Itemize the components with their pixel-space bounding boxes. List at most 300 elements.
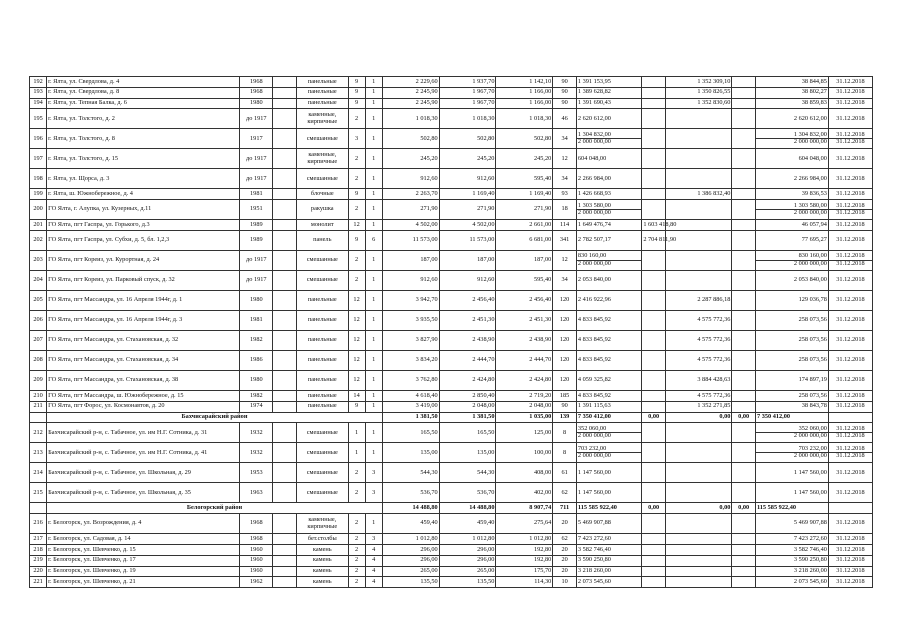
area-living: 1 967,70: [439, 87, 496, 98]
deadline-date: 31.12.2018: [828, 77, 872, 88]
row-number: 197: [30, 149, 47, 169]
floors-count: 12: [348, 220, 365, 231]
repair-cost: [576, 423, 641, 443]
fund-regional: [665, 566, 731, 577]
area-living: 1 018,30: [439, 109, 496, 129]
entrances-count: 1: [365, 390, 382, 401]
repair-cost: 2 073 545,60: [576, 577, 641, 588]
repair-cost: 7 423 272,60: [576, 534, 641, 545]
residents-count: 90: [553, 401, 577, 412]
residents-count: 120: [553, 310, 577, 330]
fund-owners-line-1: 352 060,00: [798, 424, 827, 432]
area-residential: 1 142,10: [496, 77, 553, 88]
build-year: 1960: [240, 544, 273, 555]
fund-local: [732, 230, 756, 250]
entrances-count: 1: [365, 200, 382, 220]
residents-count: 12: [553, 250, 577, 270]
fund-local: [732, 129, 756, 149]
repair-cost: [576, 443, 641, 463]
fund-owners: [755, 250, 828, 270]
area-total: 2 263,70: [382, 189, 439, 200]
empty-cell: [273, 463, 297, 483]
wall-material: панельные: [297, 370, 348, 390]
area-living: 271,90: [439, 200, 496, 220]
empty-cell: [273, 270, 297, 290]
area-residential: 271,90: [496, 200, 553, 220]
fund-regional: 3 884 428,63: [665, 370, 731, 390]
fund-owners-line-2: 2 000 000,00: [756, 452, 828, 460]
area-residential: 595,40: [496, 270, 553, 290]
fund-local: [732, 87, 756, 98]
fund-federal: 0,00: [642, 503, 666, 514]
repair-cost: 3 582 746,40: [576, 544, 641, 555]
residents-count: 20: [553, 555, 577, 566]
fund-local: [732, 544, 756, 555]
fund-local: [732, 401, 756, 412]
table-row: [30, 401, 873, 412]
deadline-date: [828, 443, 872, 463]
fund-federal: [642, 463, 666, 483]
deadline-date: 31.12.2018: [828, 230, 872, 250]
repair-cost: [576, 200, 641, 220]
deadline-date: [828, 129, 872, 149]
residents-count: 341: [553, 230, 577, 250]
build-year: до 1917: [240, 109, 273, 129]
deadline-date: 31.12.2018: [828, 370, 872, 390]
fund-federal: [642, 350, 666, 370]
address: г. Белогорск, ул. Шевченко, д. 17: [47, 555, 240, 566]
area-total: 2 245,90: [382, 87, 439, 98]
area-total: 1 018,30: [382, 109, 439, 129]
row-number: 214: [30, 463, 47, 483]
area-living: 459,40: [439, 514, 496, 534]
build-year: до 1917: [240, 250, 273, 270]
area-total: 296,00: [382, 544, 439, 555]
wall-material: панель: [297, 230, 348, 250]
fund-federal: [642, 169, 666, 189]
floors-count: 1: [348, 443, 365, 463]
fund-owners: 2 266 984,00: [755, 169, 828, 189]
area-residential: 114,30: [496, 577, 553, 588]
area-total: 912,60: [382, 169, 439, 189]
area-total: 1 381,50: [382, 412, 439, 423]
fund-federal: [642, 98, 666, 109]
fund-local: [732, 169, 756, 189]
deadline-date: 31.12.2018: [828, 534, 872, 545]
area-total: 4 502,00: [382, 220, 439, 231]
wall-material: камень: [297, 566, 348, 577]
area-residential: 1 012,80: [496, 534, 553, 545]
build-year: 1981: [240, 310, 273, 330]
housing-registry-table: [29, 76, 873, 588]
row-number: 204: [30, 270, 47, 290]
residents-count: 46: [553, 109, 577, 129]
wall-material: каменные, кирпичные: [297, 109, 348, 129]
fund-local: [732, 270, 756, 290]
row-number: 217: [30, 534, 47, 545]
fund-owners: 77 695,27: [755, 230, 828, 250]
residents-count: 8: [553, 443, 577, 463]
empty-cell: [273, 566, 297, 577]
repair-cost: 115 585 922,40: [576, 503, 641, 514]
wall-material: панельные: [297, 390, 348, 401]
residents-count: 90: [553, 77, 577, 88]
wall-material: смешанные: [297, 443, 348, 463]
row-number: 193: [30, 87, 47, 98]
area-residential: 2 451,30: [496, 310, 553, 330]
table-row: [30, 220, 873, 231]
fund-regional: [665, 514, 731, 534]
entrances-count: 3: [365, 463, 382, 483]
fund-local: [732, 534, 756, 545]
fund-owners: 174 897,19: [755, 370, 828, 390]
fund-owners: 258 073,56: [755, 330, 828, 350]
fund-federal: [642, 250, 666, 270]
fund-federal: [642, 390, 666, 401]
repair-cost: 1 147 560,00: [576, 483, 641, 503]
entrances-count: 1: [365, 401, 382, 412]
fund-federal: [642, 77, 666, 88]
floors-count: 2: [348, 577, 365, 588]
deadline-date: [828, 503, 872, 514]
residents-count: 93: [553, 189, 577, 200]
wall-material: камень: [297, 555, 348, 566]
repair-cost-line-2: 2 000 000,00: [577, 432, 641, 440]
fund-federal: [642, 514, 666, 534]
build-year: 1968: [240, 87, 273, 98]
fund-owners: 3 590 250,80: [755, 555, 828, 566]
build-year: 1968: [240, 77, 273, 88]
fund-federal: [642, 290, 666, 310]
address: ГО Ялта, пгт Массандра, ш. Южнобережное, д. 15: [47, 390, 240, 401]
fund-owners: 38 843,78: [755, 401, 828, 412]
fund-owners-line-2: 2 000 000,00: [756, 260, 828, 268]
residents-count: 90: [553, 98, 577, 109]
build-year: 1989: [240, 230, 273, 250]
fund-local: [732, 220, 756, 231]
area-total: 912,60: [382, 270, 439, 290]
empty-cell: [273, 189, 297, 200]
table-row: [30, 514, 873, 534]
area-total: 165,50: [382, 423, 439, 443]
area-total: 135,50: [382, 577, 439, 588]
address: ГО Ялта, пгт Массандра, ул. 16 Апреля 1944г, д. 1: [47, 290, 240, 310]
address: г. Белогорск, ул. Садовая, д. 14: [47, 534, 240, 545]
fund-owners: 3 582 746,40: [755, 544, 828, 555]
entrances-count: 1: [365, 98, 382, 109]
wall-material: смешанные: [297, 270, 348, 290]
area-residential: 100,00: [496, 443, 553, 463]
wall-material: монолит: [297, 220, 348, 231]
fund-owners: [755, 200, 828, 220]
row-number: 205: [30, 290, 47, 310]
wall-material: смешанные: [297, 463, 348, 483]
fund-owners-line-1: 1 303 580,00: [793, 201, 827, 209]
table-row: [30, 290, 873, 310]
address: ГО Ялта, пгт Массандра, ул. Стахановская, д. 34: [47, 350, 240, 370]
residents-count: 8: [553, 423, 577, 443]
fund-regional: 1 350 826,55: [665, 87, 731, 98]
area-total: 3 827,90: [382, 330, 439, 350]
fund-local: [732, 483, 756, 503]
wall-material: панельные: [297, 87, 348, 98]
row-number: 215: [30, 483, 47, 503]
floors-count: 9: [348, 401, 365, 412]
area-living: 2 456,40: [439, 290, 496, 310]
fund-owners-line-1: 1 304 832,00: [793, 130, 827, 138]
fund-regional: [665, 577, 731, 588]
fund-federal: [642, 483, 666, 503]
repair-cost-line-2: 2 000 000,00: [577, 138, 641, 146]
empty-cell: [273, 109, 297, 129]
repair-cost-line-1: 1 304 832,00: [577, 130, 611, 138]
table-row: [30, 555, 873, 566]
entrances-count: 6: [365, 230, 382, 250]
floors-count: 12: [348, 310, 365, 330]
area-residential: 125,00: [496, 423, 553, 443]
entrances-count: 1: [365, 189, 382, 200]
floors-count: 2: [348, 109, 365, 129]
floors-count: 12: [348, 330, 365, 350]
residents-count: 62: [553, 483, 577, 503]
build-year: 1980: [240, 290, 273, 310]
address: г. Ялта, ул. Свердлова, д. 4: [47, 77, 240, 88]
repair-cost-line-1: 352 060,00: [577, 424, 607, 432]
entrances-count: 1: [365, 310, 382, 330]
table-row: [30, 390, 873, 401]
entrances-count: 4: [365, 544, 382, 555]
area-living: 1 381,50: [439, 412, 496, 423]
entrances-count: 1: [365, 220, 382, 231]
area-residential: 8 907,74: [496, 503, 553, 514]
fund-owners-line-2: 2 000 000,00: [756, 432, 828, 440]
area-total: 2 245,90: [382, 98, 439, 109]
residents-count: 185: [553, 390, 577, 401]
fund-federal: 1 603 418,80: [642, 220, 666, 231]
deadline-date-line-1: 31.12.2018: [836, 252, 865, 260]
residents-count: 61: [553, 463, 577, 483]
empty-cell: [273, 98, 297, 109]
empty-cell: [273, 290, 297, 310]
area-total: 3 419,00: [382, 401, 439, 412]
fund-federal: [642, 310, 666, 330]
residents-count: 34: [553, 270, 577, 290]
fund-owners: [755, 129, 828, 149]
address: Бахчисарайский р-н, с. Табачное, ул. им Н.Г. Сотника, д. 31: [47, 423, 240, 443]
deadline-date: 31.12.2018: [828, 270, 872, 290]
fund-federal: [642, 330, 666, 350]
deadline-date: 31.12.2018: [828, 483, 872, 503]
repair-cost: 5 469 907,88: [576, 514, 641, 534]
repair-cost: 1 391 153,95: [576, 77, 641, 88]
fund-owners: 129 036,78: [755, 290, 828, 310]
repair-cost: 4 833 845,92: [576, 310, 641, 330]
entrances-count: 1: [365, 423, 382, 443]
fund-federal: [642, 149, 666, 169]
build-year: 1951: [240, 200, 273, 220]
area-total: 2 229,60: [382, 77, 439, 88]
fund-regional: [665, 250, 731, 270]
deadline-date-line-1: 31.12.2018: [836, 424, 865, 432]
address: ГО Ялта, пгт Гаспра, ул. Субхи, д. 5, бл. 1,2,3: [47, 230, 240, 250]
fund-owners: 258 073,56: [755, 310, 828, 330]
area-total: 135,00: [382, 443, 439, 463]
fund-local: [732, 149, 756, 169]
area-residential: 1 166,00: [496, 87, 553, 98]
area-total: 14 488,80: [382, 503, 439, 514]
fund-owners-line-1: 830 160,00: [798, 252, 827, 260]
fund-local: [732, 390, 756, 401]
area-residential: 2 424,80: [496, 370, 553, 390]
floors-count: 9: [348, 98, 365, 109]
address: ГО Ялта, пгт Массандра, ул. Стахановская, д. 38: [47, 370, 240, 390]
area-living: 245,20: [439, 149, 496, 169]
repair-cost: 3 590 250,80: [576, 555, 641, 566]
floors-count: 2: [348, 514, 365, 534]
area-living: 2 424,80: [439, 370, 496, 390]
deadline-date: 31.12.2018: [828, 189, 872, 200]
area-residential: 2 719,20: [496, 390, 553, 401]
entrances-count: 1: [365, 370, 382, 390]
floors-count: 2: [348, 544, 365, 555]
address: г. Ялта, ул. Щорса, д. 3: [47, 169, 240, 189]
empty-cell: [273, 350, 297, 370]
fund-local: [732, 423, 756, 443]
fund-regional: 4 575 772,36: [665, 390, 731, 401]
build-year: 1960: [240, 566, 273, 577]
area-total: 245,20: [382, 149, 439, 169]
wall-material: панельные: [297, 310, 348, 330]
fund-local: [732, 189, 756, 200]
row-number: 195: [30, 109, 47, 129]
row-number: 216: [30, 514, 47, 534]
fund-regional: 4 575 772,36: [665, 350, 731, 370]
repair-cost: 2 782 507,17: [576, 230, 641, 250]
wall-material: камень: [297, 544, 348, 555]
fund-regional: [665, 200, 731, 220]
fund-federal: [642, 270, 666, 290]
table-row: [30, 350, 873, 370]
empty-cell: [273, 87, 297, 98]
table-row: [30, 443, 873, 463]
repair-cost-line-1: 1 303 580,00: [577, 201, 611, 209]
area-living: 536,70: [439, 483, 496, 503]
fund-owners: 1 147 560,00: [755, 483, 828, 503]
table-row: [30, 129, 873, 149]
fund-owners: 2 620 612,00: [755, 109, 828, 129]
empty-cell: [273, 129, 297, 149]
repair-cost-line-2: 2 000 000,00: [577, 260, 641, 268]
entrances-count: 1: [365, 169, 382, 189]
table-row: [30, 310, 873, 330]
repair-cost: 1 147 560,00: [576, 463, 641, 483]
fund-local: [732, 250, 756, 270]
area-total: 536,70: [382, 483, 439, 503]
floors-count: 14: [348, 390, 365, 401]
repair-cost-line-1: 703 232,00: [577, 444, 607, 452]
area-total: 265,00: [382, 566, 439, 577]
area-residential: 502,80: [496, 129, 553, 149]
table-row: [30, 483, 873, 503]
fund-regional: [665, 270, 731, 290]
area-living: 296,00: [439, 555, 496, 566]
row-number: 203: [30, 250, 47, 270]
table-row: [30, 250, 873, 270]
repair-cost: 4 059 325,82: [576, 370, 641, 390]
wall-material: панельные: [297, 401, 348, 412]
region-name: Белогорский район: [47, 503, 383, 514]
empty-cell: [273, 423, 297, 443]
build-year: 1982: [240, 330, 273, 350]
area-total: 3 942,70: [382, 290, 439, 310]
entrances-count: 1: [365, 109, 382, 129]
row-number: 212: [30, 423, 47, 443]
area-living: 502,80: [439, 129, 496, 149]
fund-owners: 38 859,83: [755, 98, 828, 109]
residents-count: 20: [553, 566, 577, 577]
empty-cell: [273, 483, 297, 503]
address: ГО Ялта, пгт Кореиз, ул. Парковый спуск, д. 32: [47, 270, 240, 290]
fund-federal: [642, 443, 666, 463]
table-row: [30, 98, 873, 109]
area-living: 912,60: [439, 169, 496, 189]
empty-cell: [273, 200, 297, 220]
area-residential: 2 048,00: [496, 401, 553, 412]
address: г. Ялта, ул. Свердлова, д. 8: [47, 87, 240, 98]
fund-federal: [642, 544, 666, 555]
table-row: [30, 77, 873, 88]
wall-material: каменные, кирпичные: [297, 514, 348, 534]
area-total: 11 573,00: [382, 230, 439, 250]
table-body: [30, 77, 873, 588]
residents-count: 120: [553, 370, 577, 390]
fund-federal: [642, 534, 666, 545]
region-name: Бахчисарайский район: [47, 412, 383, 423]
fund-federal: [642, 577, 666, 588]
fund-regional: [665, 443, 731, 463]
wall-material: панельные: [297, 77, 348, 88]
address: г. Белогорск, ул. Шевченко, д. 21: [47, 577, 240, 588]
build-year: 1974: [240, 401, 273, 412]
row-number: 207: [30, 330, 47, 350]
table-row: [30, 577, 873, 588]
area-residential: 175,70: [496, 566, 553, 577]
repair-cost-line-1: 830 160,00: [577, 252, 607, 260]
area-living: 544,30: [439, 463, 496, 483]
area-living: 912,60: [439, 270, 496, 290]
fund-regional: [665, 169, 731, 189]
build-year: 1962: [240, 577, 273, 588]
deadline-date-line-1: 31.12.2018: [836, 444, 865, 452]
address: г. Ялта, ш. Южнобережное, д. 4: [47, 189, 240, 200]
wall-material: смешанные: [297, 423, 348, 443]
address: г. Ялта, ул. Тепная Балка, д. 6: [47, 98, 240, 109]
wall-material: панельные: [297, 98, 348, 109]
repair-cost: 1 389 628,82: [576, 87, 641, 98]
fund-owners: 38 802,27: [755, 87, 828, 98]
area-living: 265,00: [439, 566, 496, 577]
repair-cost: 3 218 260,00: [576, 566, 641, 577]
entrances-count: 1: [365, 350, 382, 370]
build-year: до 1917: [240, 270, 273, 290]
entrances-count: 3: [365, 483, 382, 503]
area-residential: 1 035,00: [496, 412, 553, 423]
address: Бахчисарайский р-н, с. Табачное, ул. Школьная, д. 29: [47, 463, 240, 483]
repair-cost: 2 416 922,96: [576, 290, 641, 310]
entrances-count: 1: [365, 330, 382, 350]
row-number: 208: [30, 350, 47, 370]
deadline-date-line-2: 31.12.2018: [829, 138, 872, 146]
